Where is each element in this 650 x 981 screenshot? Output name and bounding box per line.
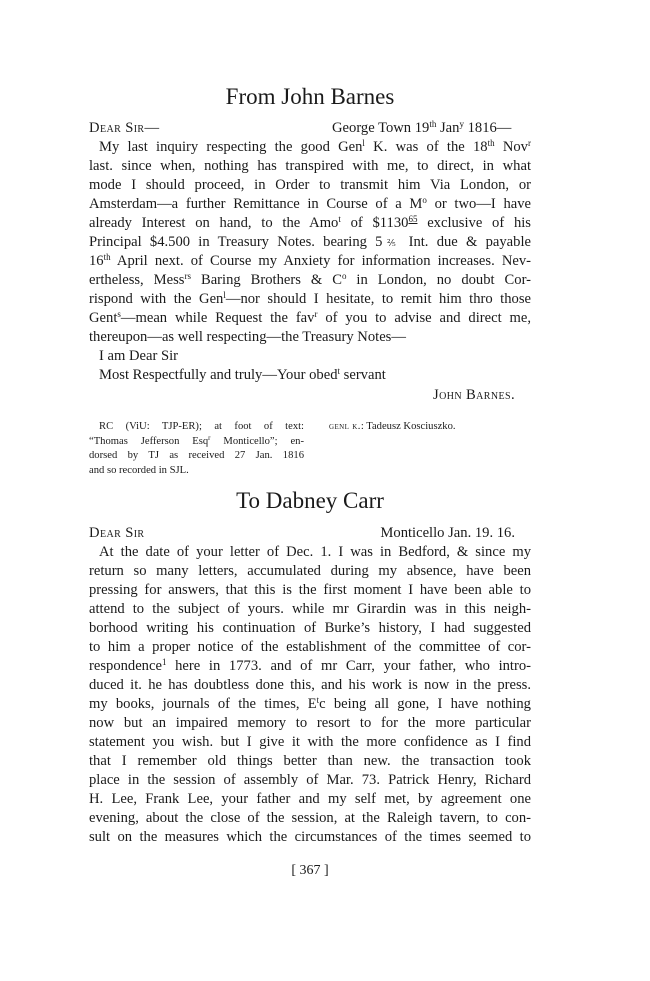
letter1-dateline: George Town 19th Jan$^y$ 1816— [332,119,512,136]
letter1-salutation: Dear Sir— [89,120,160,136]
letter1-body-line: already Interest on hand, to the Amo$^t$ of $1130$^{65}$ exclusive of his [89,214,531,231]
source-note-line: “Thomas Jefferson Esq$^r$ Monticello”; en- [89,433,304,447]
letter1-body-line: mode I should proceed, in Order to transmit him Via London, or [89,177,531,193]
letter2-body-line: sult on the measures which the circumstances of the times seemed to [89,829,531,845]
letter1-body-line: Amsterdam—a further Remittance in Course of a $M^o$ or two—I have [89,195,531,212]
letter1-body-line: Principal $4.500 in Treasury Notes. bearing 5⅖ Int. due & payable [89,234,531,250]
letter2-body-line: place in the session of assembly of Mar. 73. Patrick Henry, Richard [89,772,531,788]
letter1-closing: Most Respectfully and truly—Your obed$^t$ servant [99,366,386,383]
page-number: [ 367 ] [291,863,329,878]
letter2-body-line: H. Lee, Frank Lee, your father and my self met, by agreement one [89,791,531,807]
letter2-salutation: Dear Sir [89,525,145,541]
gloss-text: : Tadeusz Kosciuszko. [360,421,456,432]
letter2-body-line: pressing for answers, that this is the first moment I have been able to [89,582,531,598]
gloss-key: genl k. [329,421,361,432]
letter1-body-line: rispond with the Gen$^l$—nor should I hesitate, to remit him thro those [89,290,531,307]
letter1-body-line: last. since when, nothing has transpired with me, to direct, in what [89,158,531,174]
letter2-dateline: Monticello Jan. 19. 16. [380,525,515,541]
letter2-body-line: return so many letters, accumulated during my absence, have been [89,563,531,579]
letter2-body-line: now but an impaired memory to resort to for the more particular [89,715,531,731]
letter2-body-line: statement you wish. but I give it with the more confidence as I find [89,734,531,750]
letter2-body-line: At the date of your letter of Dec. 1. I was in Bedford, & since my [99,544,531,560]
source-note-line: and so recorded in SJL. [89,464,189,476]
letter1-header [89,119,531,138]
gloss-note [329,420,531,435]
letter2-body-line: borhood writing his continuation of Burke’s history, I had suggested [89,620,531,636]
letter1-body-line: ertheless, Mess$^{rs}$ Baring Brothers & $C^o$ in London, no doubt Cor- [89,271,531,288]
letter1-body-line: 16th April next. of Course my Anxiety for information increases. Nev- [89,252,531,269]
letter2-body-line: my books, journals of the times, $E^tc$ being all gone, I have nothing [89,695,531,712]
letter2-body-line: respondence$^1$ here in 1773. and of mr Carr, your father, who intro- [89,657,531,674]
letter1-body-line: Gent$^s$—mean while Request the fav$^r$ of you to advise and direct me, [89,309,531,326]
source-note-line: dorsed by TJ as received 27 Jan. 1816 [89,450,304,461]
letter1-body-line: thereupon—as well respecting—the Treasury Notes— [89,329,406,345]
letter2-header [89,524,531,543]
letter1-closing: I am Dear Sir [99,348,179,364]
letter2-body-line: attend to the subject of yours. while mr Girardin was in this neigh- [89,601,531,617]
letter2-body-line: evening, about the close of the session, at the Raleigh tavern, to con- [89,810,531,826]
source-note [89,420,304,478]
letter2-body-line: that I remember old things better than new. the transaction took [89,753,531,769]
letter2-title: To Dabney Carr [236,488,384,513]
letter1-signature: John Barnes. [433,387,515,403]
letter1-body-line: My last inquiry respecting the good Gen$^l$ K. was of the 18th Nov$^r$ [99,138,531,155]
letter2-body-line: duced it. he has doubtless done this, and his work is now in the press. [89,677,531,693]
letter1-title: From John Barnes [225,84,395,109]
source-note-line: RC (ViU: TJP-ER); at foot of text: [99,421,304,432]
letter2-body-line: to him a proper notice of the establishment of the committee of cor- [89,639,531,655]
